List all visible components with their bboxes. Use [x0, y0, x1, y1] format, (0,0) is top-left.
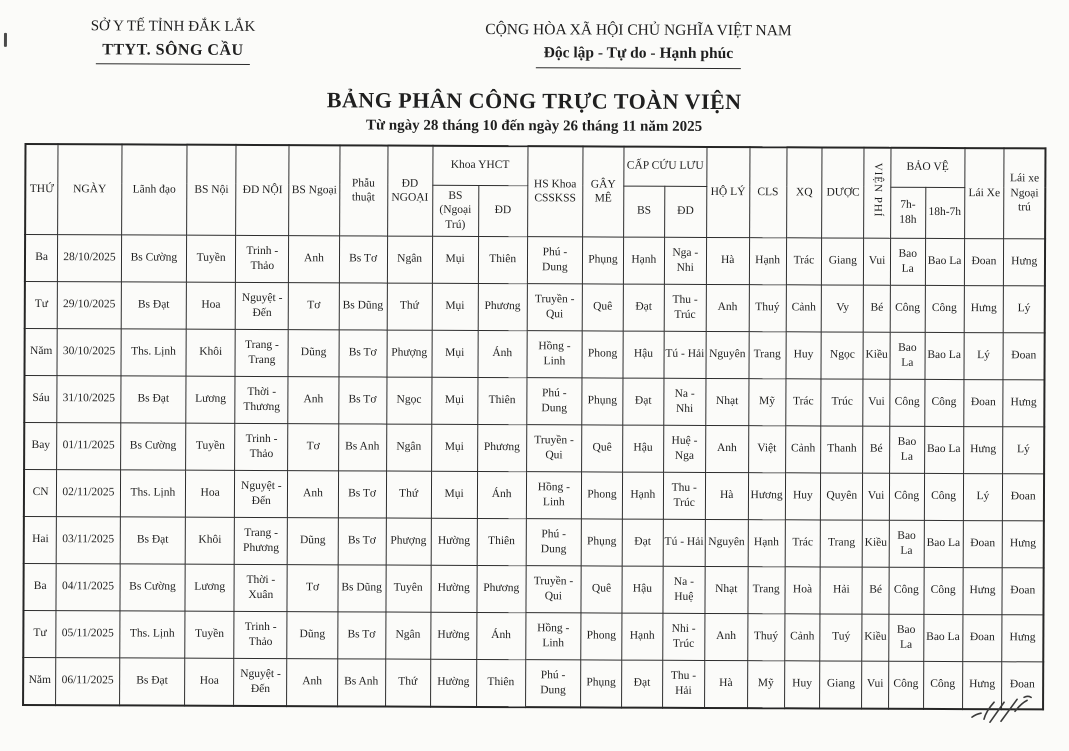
- cell-yhct_dd: Phương: [477, 424, 526, 471]
- cell-dd_ngoai: Thứ: [387, 283, 432, 330]
- cell-thu: Năm: [23, 657, 56, 705]
- cell-dd_noi: Trinh - Thảo: [236, 235, 289, 282]
- cell-gay_me: Phụng: [582, 377, 623, 424]
- cell-lanh_dao: Ths. Lịnh: [120, 469, 186, 516]
- cell-ho_ly: Nguyên: [706, 331, 749, 378]
- col-header-yhct-bs: BS (Ngoại Trú): [432, 185, 478, 236]
- cell-lai_xe_ngoai_tru: Đoan: [1002, 567, 1043, 614]
- cell-yhct_bs: Mụi: [432, 236, 478, 283]
- cell-hs_khoa: Hồng - Linh: [526, 612, 581, 659]
- cell-xq: Huy: [784, 660, 820, 708]
- cell-cc_dd: Tú - Hải: [663, 519, 705, 566]
- cell-vien_phi: Kiều: [862, 520, 889, 567]
- cell-dd_ngoai: Thứ: [385, 659, 430, 707]
- scan-artifact: [4, 33, 7, 47]
- cell-ngay: 06/11/2025: [56, 657, 120, 705]
- cell-yhct_bs: Hường: [430, 659, 476, 707]
- cell-bs_noi: Tuyền: [185, 611, 234, 658]
- cell-bs_noi: Lương: [186, 376, 235, 423]
- cell-vien_phi: Vui: [862, 661, 889, 709]
- cell-bs_ngoai: Anh: [289, 235, 339, 282]
- cell-hs_khoa: Truyền - Qui: [526, 565, 581, 612]
- cell-phau_thuat: Bs Tơ: [337, 611, 385, 658]
- cell-ho_ly: Anh: [705, 425, 748, 472]
- cell-yhct_dd: Thiên: [477, 518, 526, 565]
- cell-lanh_dao: Bs Đạt: [120, 516, 186, 563]
- col-header-lai-xe: Lái Xe: [964, 148, 1004, 239]
- cell-bv_18h_7h: Công: [924, 379, 963, 426]
- cell-duoc: Ngọc: [821, 331, 863, 378]
- cell-phau_thuat: Bs Tơ: [338, 376, 386, 423]
- cell-dd_ngoai: Ngân: [386, 424, 431, 471]
- cell-phau_thuat: Bs Tơ: [338, 470, 386, 517]
- cell-lai_xe: Hưng: [963, 426, 1003, 473]
- cell-cc_dd: Thu - Hải: [662, 660, 704, 708]
- cell-hs_khoa: Phú - Dung: [527, 236, 582, 283]
- col-header-lanh-dao: Lãnh đạo: [121, 144, 187, 235]
- cell-duoc: Vy: [822, 284, 864, 331]
- table-row: [24, 328, 1044, 379]
- cell-gay_me: Phụng: [581, 518, 622, 565]
- cell-bs_noi: Khôi: [186, 329, 235, 376]
- cell-dd_ngoai: Thứ: [386, 471, 431, 518]
- cell-cls: Trang: [748, 566, 785, 613]
- cell-dd_noi: Thời - Thương: [235, 376, 288, 423]
- cell-lanh_dao: Bs Cường: [120, 563, 186, 610]
- col-header-dd-ngoai: ĐD NGOẠI: [387, 145, 432, 236]
- cell-bv_18h_7h: Bao La: [923, 614, 962, 661]
- cell-gay_me: Phụng: [582, 236, 623, 283]
- cell-gay_me: Phong: [582, 330, 623, 377]
- cell-cc_bs: Đạt: [623, 284, 664, 331]
- col-group-khoa-yhct: Khoa YHCT: [432, 145, 527, 185]
- table-row: [24, 422, 1044, 473]
- cell-thu: Ba: [25, 234, 58, 281]
- cell-lai_xe: Lý: [964, 332, 1004, 379]
- cell-lanh_dao: Bs Đạt: [119, 657, 185, 705]
- cell-cc_bs: Hậu: [622, 566, 663, 613]
- cell-bs_ngoai: Anh: [288, 376, 338, 423]
- cell-lai_xe_ngoai_tru: Hưng: [1002, 614, 1043, 661]
- cell-cls: Mỹ: [747, 660, 784, 708]
- table-row: [24, 516, 1044, 567]
- cell-bv_18h_7h: Bao La: [924, 520, 963, 567]
- letterhead-national: [328, 17, 949, 69]
- cell-lai_xe: Hưng: [962, 567, 1002, 614]
- cell-vien_phi: Vui: [863, 473, 890, 520]
- cell-bs_noi: Khôi: [185, 517, 234, 564]
- table-row: [25, 234, 1045, 285]
- table-row: [23, 610, 1043, 661]
- cell-ho_ly: Hà: [705, 472, 748, 519]
- cell-yhct_bs: Hường: [430, 612, 476, 659]
- cell-xq: Cảnh: [786, 284, 822, 331]
- cell-gay_me: Phong: [581, 612, 622, 659]
- cell-ngay: 30/10/2025: [57, 328, 121, 375]
- cell-bs_ngoai: Anh: [287, 658, 337, 706]
- letterhead: [0, 0, 1069, 70]
- cell-ngay: 29/10/2025: [57, 281, 121, 328]
- col-header-cc-bs: BS: [623, 186, 664, 237]
- cell-duoc: Thanh: [821, 425, 863, 472]
- letterhead-org: [18, 16, 328, 67]
- cell-cc_bs: Đạt: [623, 378, 664, 425]
- cell-lai_xe: Hưng: [964, 285, 1004, 332]
- cell-cc_bs: Hạnh: [623, 237, 664, 284]
- cell-yhct_bs: Hường: [431, 518, 477, 565]
- cell-ngay: 02/11/2025: [57, 469, 121, 516]
- cell-thu: Ba: [23, 563, 56, 610]
- cell-yhct_dd: Thiên: [477, 377, 526, 424]
- cell-phau_thuat: Bs Dũng: [337, 564, 385, 611]
- cell-duoc: Trúc: [821, 378, 863, 425]
- cell-cc_dd: Nhi - Trúc: [663, 613, 705, 660]
- cell-thu: Hai: [24, 516, 57, 563]
- cell-cls: Thuý: [749, 284, 786, 331]
- cell-ngay: 03/11/2025: [56, 516, 120, 563]
- cell-lai_xe_ngoai_tru: Lý: [1003, 426, 1044, 473]
- cell-dd_noi: Nguyệt - Đến: [234, 658, 287, 706]
- cell-bv_7h_18h: Bao La: [890, 238, 925, 285]
- cell-phau_thuat: Bs Tơ: [339, 329, 387, 376]
- cell-cls: Trang: [749, 331, 786, 378]
- cell-bv_7h_18h: Công: [890, 379, 925, 426]
- cell-gay_me: Quê: [582, 283, 623, 330]
- cell-bs_noi: Hoa: [186, 282, 235, 329]
- cell-dd_noi: Trang - Phương: [234, 517, 287, 564]
- cell-yhct_dd: Ánh: [476, 612, 525, 659]
- signature-mark: [968, 683, 1038, 728]
- cell-duoc: Quyên: [821, 472, 863, 519]
- cell-ngay: 28/10/2025: [58, 234, 122, 281]
- cell-thu: Bay: [24, 422, 57, 469]
- date-range-subtitle: Từ ngày 28 tháng 10 đến ngày 26 tháng 11 năm 2025: [365, 116, 703, 135]
- cell-bv_18h_7h: Bao La: [925, 238, 964, 285]
- org-department: SỞ Y TẾ TỈNH ĐẮK LẮK: [90, 18, 256, 35]
- col-header-bv-7h-18h: 7h-18h: [890, 187, 925, 238]
- cell-cc_dd: Thu - Trúc: [664, 284, 706, 331]
- cell-phau_thuat: Bs Anh: [338, 423, 386, 470]
- cell-bv_7h_18h: Bao La: [889, 520, 924, 567]
- cell-hs_khoa: Phú - Dung: [525, 659, 580, 707]
- cell-cls: Thuý: [747, 613, 784, 660]
- cell-lanh_dao: Bs Đạt: [121, 281, 187, 328]
- cell-hs_khoa: Truyền - Qui: [527, 283, 582, 330]
- cell-duoc: Trang: [820, 519, 862, 566]
- cell-ho_ly: Hà: [706, 237, 749, 284]
- cell-bv_7h_18h: Công: [890, 285, 925, 332]
- cell-ngay: 01/11/2025: [57, 422, 121, 469]
- table-row: [24, 469, 1044, 520]
- cell-bv_18h_7h: Công: [925, 285, 964, 332]
- cell-vien_phi: Vui: [864, 238, 891, 285]
- cell-hs_khoa: Hồng - Linh: [527, 330, 582, 377]
- cell-bv_7h_18h: Công: [889, 567, 924, 614]
- cell-dd_noi: Trinh - Thảo: [234, 611, 287, 658]
- cell-dd_noi: Nguyệt - Đến: [235, 470, 288, 517]
- cell-cc_bs: Hạnh: [622, 472, 663, 519]
- cell-cc_dd: Tú - Hải: [664, 331, 706, 378]
- cell-bs_ngoai: Tơ: [288, 423, 338, 470]
- cell-thu: Năm: [24, 328, 57, 375]
- cell-bs_ngoai: Anh: [288, 470, 338, 517]
- cell-yhct_dd: Thiên: [476, 659, 525, 707]
- cell-xq: Trác: [786, 237, 822, 284]
- col-header-phau-thuat: Phẫu thuật: [339, 145, 387, 236]
- cell-lai_xe_ngoai_tru: Hưng: [1003, 379, 1044, 426]
- cell-vien_phi: Kiều: [863, 332, 890, 379]
- cell-dd_ngoai: Phượng: [386, 518, 431, 565]
- col-header-vien-phi: VIỆN PHÍ: [864, 147, 891, 238]
- col-header-ngay: NGÀY: [58, 144, 122, 235]
- cell-yhct_dd: Phương: [477, 565, 526, 612]
- cell-bs_noi: Tuyền: [187, 235, 236, 282]
- cell-yhct_bs: Hường: [431, 565, 477, 612]
- duty-roster-table: [22, 142, 1046, 709]
- cell-cc_dd: Huệ - Nga: [663, 425, 705, 472]
- cell-duoc: Hải: [820, 566, 862, 613]
- cell-cls: Hạnh: [748, 519, 785, 566]
- cell-thu: CN: [24, 469, 57, 516]
- cell-dd_noi: Thời - Xuân: [234, 564, 287, 611]
- cell-cls: Việt: [748, 425, 785, 472]
- cell-ngay: 04/11/2025: [56, 563, 120, 610]
- cell-cc_dd: Nga - Nhi: [664, 237, 706, 284]
- cell-gay_me: Phụng: [581, 659, 622, 707]
- cell-ho_ly: Nhạt: [705, 566, 748, 613]
- col-header-lai-xe-ngoai-tru: Lái xe Ngoại trú: [1004, 148, 1045, 239]
- cell-yhct_bs: Mụi: [432, 283, 478, 330]
- cell-vien_phi: Kiều: [862, 614, 889, 661]
- cell-dd_ngoai: Phượng: [387, 330, 432, 377]
- cell-xq: Cảnh: [784, 613, 820, 660]
- cell-hs_khoa: Truyền - Qui: [526, 424, 581, 471]
- col-header-gay-me: GÂY MÊ: [583, 146, 624, 237]
- cell-vien_phi: Vui: [863, 379, 890, 426]
- cell-gay_me: Phong: [581, 471, 622, 518]
- cell-dd_noi: Nguyệt - Đến: [235, 282, 288, 329]
- cell-dd_ngoai: Ngọc: [386, 377, 431, 424]
- cell-ho_ly: Hà: [704, 660, 747, 708]
- cell-lai_xe: Đoan: [964, 238, 1004, 285]
- cell-thu: Sáu: [24, 375, 57, 422]
- col-group-cap-cuu-luu: CẤP CỨU LƯU: [624, 146, 707, 186]
- cell-cc_bs: Hậu: [622, 425, 663, 472]
- cell-yhct_dd: Ánh: [478, 330, 527, 377]
- cell-bv_7h_18h: Bao La: [889, 614, 924, 661]
- cell-yhct_dd: Phương: [478, 283, 527, 330]
- cell-bs_ngoai: Dũng: [288, 517, 338, 564]
- cell-cc_dd: Thu - Trúc: [663, 472, 705, 519]
- cell-xq: Huy: [785, 472, 821, 519]
- cell-lai_xe_ngoai_tru: Đoan: [1003, 473, 1044, 520]
- col-header-bs-ngoai: BS Ngoại: [289, 145, 340, 236]
- cell-lai_xe: Đoan: [963, 379, 1003, 426]
- cell-bv_7h_18h: Công: [888, 661, 923, 709]
- col-group-bao-ve: BẢO VỆ: [891, 147, 965, 187]
- cell-lai_xe: Hưng: [962, 661, 1002, 709]
- cell-lai_xe_ngoai_tru: Hưng: [1004, 238, 1045, 285]
- col-header-hs-khoa: HS Khoa CSSKSS: [527, 146, 583, 237]
- cell-xq: Huy: [786, 331, 822, 378]
- cell-ngay: 05/11/2025: [56, 610, 120, 657]
- cell-bv_18h_7h: Bao La: [925, 332, 964, 379]
- cell-lai_xe_ngoai_tru: Đoan: [1002, 661, 1043, 709]
- cell-yhct_bs: Mụi: [431, 471, 477, 518]
- page-title: BẢNG PHÂN CÔNG TRỰC TOÀN VIỆN: [326, 86, 742, 114]
- cell-lanh_dao: Ths. Lịnh: [119, 610, 185, 657]
- table-row: [23, 657, 1043, 709]
- cell-bv_18h_7h: Công: [923, 661, 962, 709]
- cell-bv_7h_18h: Công: [889, 473, 924, 520]
- cell-yhct_bs: Mụi: [431, 424, 477, 471]
- cell-bs_ngoai: Tơ: [287, 564, 337, 611]
- duty-table-body: [23, 234, 1045, 709]
- org-unit: TTYT. SÔNG CẦU: [96, 38, 250, 65]
- cell-lai_xe: Lý: [963, 473, 1003, 520]
- cell-phau_thuat: Bs Anh: [337, 658, 385, 706]
- cell-cc_bs: Đạt: [622, 519, 663, 566]
- cell-ho_ly: Nhạt: [706, 378, 749, 425]
- cell-duoc: Giang: [820, 660, 862, 708]
- cell-hs_khoa: Phú - Dung: [526, 518, 581, 565]
- cell-cc_dd: Na - Nhi: [664, 378, 706, 425]
- table-row: [25, 281, 1045, 332]
- cell-cls: Mỹ: [748, 378, 785, 425]
- cell-cls: Hạnh: [749, 237, 786, 284]
- cell-bv_7h_18h: Bao La: [889, 426, 924, 473]
- cell-thu: Tư: [23, 610, 56, 657]
- cell-dd_ngoai: Ngân: [385, 612, 430, 659]
- cell-lai_xe_ngoai_tru: Đoan: [1003, 332, 1044, 379]
- table-row: [23, 563, 1043, 614]
- cell-bv_18h_7h: Công: [924, 567, 963, 614]
- cell-cc_bs: Hậu: [623, 331, 664, 378]
- cell-yhct_dd: Thiên: [478, 236, 527, 283]
- cell-xq: Cảnh: [785, 425, 821, 472]
- cell-xq: Trác: [785, 378, 821, 425]
- col-header-ho-ly: HỘ LÝ: [706, 146, 749, 237]
- cell-lai_xe_ngoai_tru: Lý: [1004, 285, 1045, 332]
- col-header-thu: THỨ: [25, 143, 58, 234]
- cell-ho_ly: Anh: [705, 613, 748, 660]
- cell-bv_7h_18h: Bao La: [890, 332, 925, 379]
- col-header-bv-18h-7h: 18h-7h: [925, 187, 964, 238]
- col-header-cls: CLS: [749, 147, 786, 238]
- cell-lai_xe_ngoai_tru: Hưng: [1003, 520, 1044, 567]
- cell-vien_phi: Bé: [863, 285, 890, 332]
- cell-lanh_dao: Ths. Lịnh: [121, 328, 187, 375]
- cell-phau_thuat: Bs Dũng: [339, 282, 387, 329]
- cell-bs_ngoai: Tơ: [289, 282, 339, 329]
- cell-dd_noi: Trinh - Thảo: [235, 423, 288, 470]
- cell-dd_ngoai: Ngân: [387, 236, 432, 283]
- cell-xq: Trác: [785, 519, 821, 566]
- col-header-bs-noi: BS Nội: [187, 144, 236, 235]
- col-header-cc-dd: ĐD: [664, 186, 706, 237]
- cell-vien_phi: Bé: [863, 426, 890, 473]
- cell-cc_dd: Na - Huệ: [663, 566, 705, 613]
- cell-duoc: Giang: [822, 237, 864, 284]
- cell-bv_18h_7h: Bao La: [924, 426, 963, 473]
- cell-bs_noi: Hoa: [186, 470, 235, 517]
- cell-phau_thuat: Bs Tơ: [339, 235, 387, 282]
- cell-bv_18h_7h: Công: [924, 473, 963, 520]
- cell-lanh_dao: Bs Đạt: [120, 375, 186, 422]
- motto-line: Độc lập - Tự do - Hạnh phúc: [536, 41, 742, 68]
- cell-hs_khoa: Hồng - Linh: [526, 471, 581, 518]
- cell-cls: Hương: [748, 472, 785, 519]
- cell-ho_ly: Anh: [706, 284, 749, 331]
- table-row: [24, 375, 1044, 426]
- cell-bs_noi: Tuyền: [186, 423, 235, 470]
- cell-lanh_dao: Bs Cường: [121, 234, 187, 281]
- col-header-dd-noi: ĐD NỘI: [236, 144, 290, 235]
- cell-bs_noi: Lương: [185, 564, 234, 611]
- cell-yhct_bs: Mụi: [431, 377, 477, 424]
- table-header: [25, 143, 1045, 238]
- cell-xq: Hoà: [784, 566, 820, 613]
- cell-gay_me: Quê: [582, 424, 623, 471]
- col-header-yhct-dd: ĐD: [478, 185, 527, 236]
- cell-dd_noi: Trang - Trang: [235, 329, 288, 376]
- cell-ho_ly: Nguyên: [705, 519, 748, 566]
- cell-cc_bs: Hạnh: [622, 613, 663, 660]
- cell-cc_bs: Đạt: [621, 660, 662, 708]
- cell-bs_noi: Hoa: [185, 658, 234, 706]
- cell-yhct_bs: Mụi: [432, 330, 478, 377]
- cell-yhct_dd: Ánh: [477, 471, 526, 518]
- cell-lai_xe: Đoan: [962, 614, 1002, 661]
- republic-line: CỘNG HÒA XÃ HỘI CHỦ NGHĨA VIỆT NAM: [485, 20, 792, 40]
- col-header-xq: XQ: [786, 147, 822, 238]
- cell-phau_thuat: Bs Tơ: [338, 517, 386, 564]
- cell-vien_phi: Bé: [862, 567, 889, 614]
- cell-gay_me: Quê: [581, 565, 622, 612]
- col-header-duoc: DƯỢC: [822, 147, 864, 238]
- cell-dd_ngoai: Tuyên: [386, 565, 431, 612]
- cell-ngay: 31/10/2025: [57, 375, 121, 422]
- cell-lanh_dao: Bs Cường: [120, 422, 186, 469]
- cell-duoc: Tuý: [820, 613, 862, 660]
- cell-lai_xe: Đoan: [963, 520, 1003, 567]
- cell-thu: Tư: [25, 281, 58, 328]
- cell-hs_khoa: Phú - Dung: [527, 377, 582, 424]
- cell-bs_ngoai: Dũng: [287, 611, 337, 658]
- cell-bs_ngoai: Dũng: [288, 329, 338, 376]
